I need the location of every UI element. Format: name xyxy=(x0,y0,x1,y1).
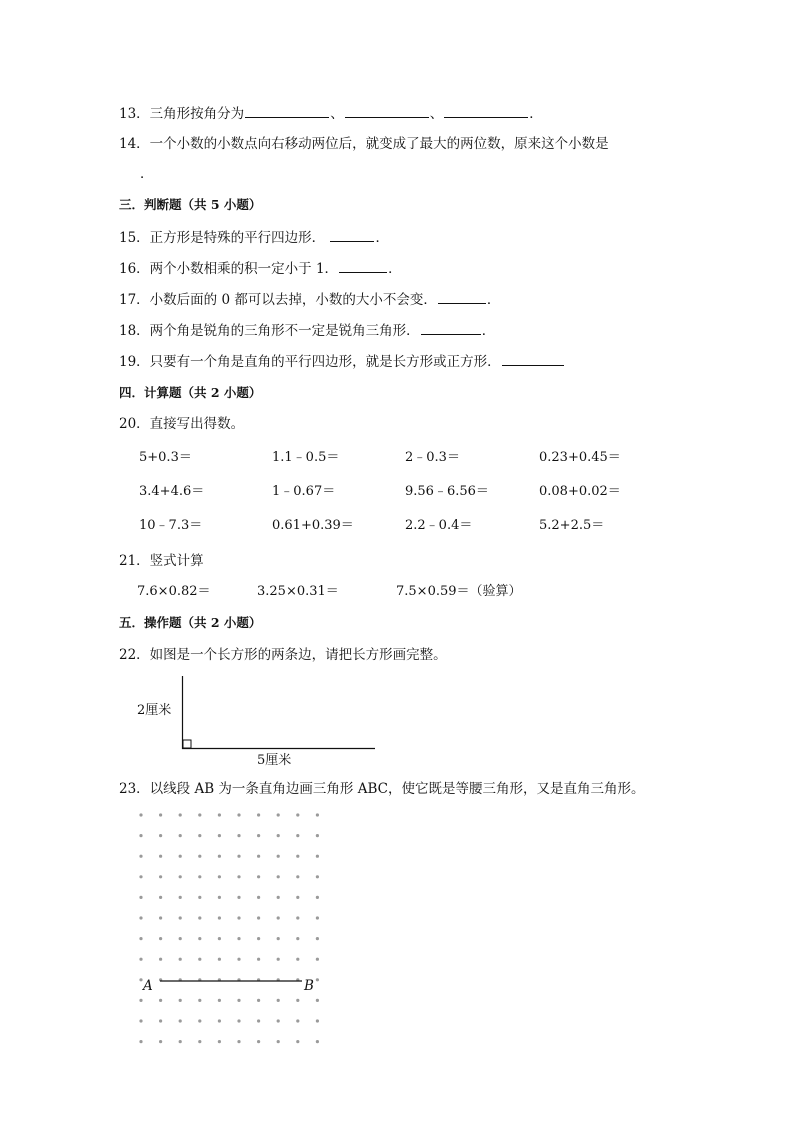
question-21-text: 21．竖式计算 xyxy=(119,553,204,569)
grid-dot xyxy=(139,999,142,1002)
end-mark: ． xyxy=(486,292,501,308)
question-14-text: 14．一个小数的小数点向右移动两位后，就变成了最大的两位数，原来这个小数是 xyxy=(119,136,609,152)
grid-dot xyxy=(179,958,182,961)
grid-dot xyxy=(159,875,162,878)
calc-item: 9.56﹣6.56＝ xyxy=(405,484,489,499)
grid-dot xyxy=(198,916,201,919)
section-3-heading: 三．判断题（共 5 小题） xyxy=(119,197,262,212)
question-15-text: 15．正方形是特殊的平行四边形． xyxy=(119,230,326,246)
grid-dot xyxy=(218,1040,221,1043)
grid-dot xyxy=(198,834,201,837)
grid-dot xyxy=(218,999,221,1002)
grid-dot xyxy=(218,813,221,816)
grid-dot xyxy=(277,937,280,940)
question-13-text: 13．三角形按角分为 xyxy=(119,106,245,122)
grid-dot xyxy=(277,916,280,919)
grid-dot xyxy=(218,855,221,858)
grid-dot xyxy=(277,1040,280,1043)
grid-dot xyxy=(257,834,260,837)
grid-dot xyxy=(198,1019,201,1022)
label-2cm: 2厘米 xyxy=(137,703,172,718)
grid-dot xyxy=(159,916,162,919)
grid-dot xyxy=(296,875,299,878)
grid-dot xyxy=(237,813,240,816)
grid-dot xyxy=(237,875,240,878)
grid-dot xyxy=(316,958,319,961)
grid-dot xyxy=(237,1019,240,1022)
grid-dot xyxy=(257,1040,260,1043)
grid-dot xyxy=(159,834,162,837)
grid-dot xyxy=(316,834,319,837)
grid-dot xyxy=(277,958,280,961)
label-5cm: 5厘米 xyxy=(257,753,292,768)
section-5-heading: 五．操作题（共 2 小题） xyxy=(119,615,262,630)
question-16-text: 16．两个小数相乘的积一定小于 1． xyxy=(119,261,339,277)
point-a-label: A xyxy=(143,978,153,994)
grid-dot xyxy=(296,1019,299,1022)
calc-item: 2﹣0.3＝ xyxy=(405,450,460,465)
question-17-text: 17．小数后面的 0 都可以去掉，小数的大小不会变． xyxy=(119,292,437,308)
question-19-text: 19．只要有一个角是直角的平行四边形，就是长方形或正方形． xyxy=(119,354,501,370)
grid-dot xyxy=(237,916,240,919)
grid-dot xyxy=(198,896,201,899)
grid-dot xyxy=(179,937,182,940)
grid-dot xyxy=(237,834,240,837)
grid-dot xyxy=(139,875,142,878)
grid-dot xyxy=(257,896,260,899)
grid-dot xyxy=(277,999,280,1002)
vertical-calc-item: 3.25×0.31＝ xyxy=(257,584,339,599)
vertical-calc-item: 7.5×0.59＝（验算） xyxy=(396,584,522,599)
question-18-text: 18．两个角是锐角的三角形不一定是锐角三角形． xyxy=(119,323,420,339)
grid-dot xyxy=(237,999,240,1002)
grid-dot xyxy=(277,1019,280,1022)
grid-dot xyxy=(218,1019,221,1022)
grid-dot xyxy=(139,1040,142,1043)
grid-dot xyxy=(179,813,182,816)
grid-dot xyxy=(218,834,221,837)
grid-dot xyxy=(257,958,260,961)
grid-dot xyxy=(296,916,299,919)
grid-dot xyxy=(257,916,260,919)
grid-dot xyxy=(237,937,240,940)
grid-dot xyxy=(139,813,142,816)
grid-dot xyxy=(277,896,280,899)
grid-dot xyxy=(296,834,299,837)
question-20-text: 20．直接写出得数。 xyxy=(119,416,245,432)
grid-dot xyxy=(296,896,299,899)
grid-dot xyxy=(139,834,142,837)
grid-dot xyxy=(257,813,260,816)
point-b-label: B xyxy=(304,978,314,994)
grid-dot xyxy=(218,958,221,961)
separator: 、 xyxy=(429,106,444,122)
grid-dot xyxy=(296,958,299,961)
dot-grid xyxy=(139,813,319,1043)
grid-dot xyxy=(218,896,221,899)
grid-dot xyxy=(296,937,299,940)
grid-dot xyxy=(237,896,240,899)
grid-dot xyxy=(159,958,162,961)
grid-dot xyxy=(296,813,299,816)
grid-dot xyxy=(179,896,182,899)
calc-item: 0.23+0.45＝ xyxy=(539,450,621,465)
grid-dot xyxy=(159,1040,162,1043)
grid-dot xyxy=(316,896,319,899)
grid-dot xyxy=(179,875,182,878)
grid-dot xyxy=(179,999,182,1002)
grid-dot xyxy=(277,834,280,837)
grid-dot xyxy=(139,916,142,919)
grid-dot xyxy=(198,875,201,878)
grid-dot xyxy=(179,855,182,858)
question-22-text: 22．如图是一个长方形的两条边，请把长方形画完整。 xyxy=(119,647,447,663)
calc-item: 0.08+0.02＝ xyxy=(539,484,621,499)
grid-dot xyxy=(316,1019,319,1022)
grid-dot xyxy=(316,1040,319,1043)
grid-dot xyxy=(257,855,260,858)
grid-dot xyxy=(139,896,142,899)
grid-dot xyxy=(139,937,142,940)
end-mark: ． xyxy=(388,261,402,277)
end-mark: ． xyxy=(140,166,154,182)
question-23-text: 23．以线段 AB 为一条直角边画三角形 ABC，使它既是等腰三角形，又是直角三角形。 xyxy=(119,781,645,797)
grid-dot xyxy=(237,958,240,961)
calc-item: 10﹣7.3＝ xyxy=(139,518,203,533)
grid-dot xyxy=(257,999,260,1002)
grid-dot xyxy=(198,813,201,816)
grid-dot xyxy=(316,875,319,878)
grid-dot xyxy=(218,937,221,940)
grid-dot xyxy=(218,916,221,919)
grid-dot xyxy=(198,1040,201,1043)
grid-dot xyxy=(198,958,201,961)
grid-dot xyxy=(179,1019,182,1022)
grid-dot xyxy=(179,916,182,919)
calc-item: 1.1﹣0.5＝ xyxy=(272,450,340,465)
calc-item: 2.2﹣0.4＝ xyxy=(405,518,473,533)
grid-dot xyxy=(139,855,142,858)
grid-dot xyxy=(316,999,319,1002)
section-4-heading: 四．计算题（共 2 小题） xyxy=(119,385,262,400)
grid-dot xyxy=(159,855,162,858)
calc-item: 0.61+0.39＝ xyxy=(272,518,354,533)
grid-dot xyxy=(257,937,260,940)
grid-dot xyxy=(296,855,299,858)
grid-dot xyxy=(159,937,162,940)
grid-dot xyxy=(277,855,280,858)
grid-dot xyxy=(316,916,319,919)
grid-dot xyxy=(159,813,162,816)
grid-dot xyxy=(159,1019,162,1022)
grid-dot xyxy=(296,999,299,1002)
grid-dot xyxy=(179,1040,182,1043)
grid-dot xyxy=(198,999,201,1002)
grid-dot xyxy=(316,978,319,981)
calc-item: 5+0.3＝ xyxy=(139,450,192,465)
separator: 、 xyxy=(330,106,344,122)
grid-dot xyxy=(257,875,260,878)
rectangle-two-sides-figure xyxy=(182,676,375,749)
grid-dot xyxy=(257,1019,260,1022)
calc-item: 1﹣0.67＝ xyxy=(272,484,336,499)
grid-dot xyxy=(218,875,221,878)
grid-dot xyxy=(198,855,201,858)
vertical-calc-item: 7.6×0.82＝ xyxy=(137,584,211,599)
calc-item: 3.4+4.6＝ xyxy=(139,484,205,499)
grid-dot xyxy=(237,1040,240,1043)
grid-dot xyxy=(179,834,182,837)
grid-dot xyxy=(277,875,280,878)
grid-dot xyxy=(316,855,319,858)
grid-dot xyxy=(237,855,240,858)
grid-dot xyxy=(277,813,280,816)
end-mark: ． xyxy=(375,230,389,246)
end-mark: ． xyxy=(481,323,496,339)
end-mark: ． xyxy=(529,106,543,122)
grid-dot xyxy=(159,999,162,1002)
grid-dot xyxy=(139,1019,142,1022)
grid-dot xyxy=(139,958,142,961)
right-angle-mark xyxy=(183,740,191,748)
grid-dot xyxy=(159,896,162,899)
grid-dot xyxy=(316,937,319,940)
grid-dot xyxy=(296,1040,299,1043)
calc-item: 5.2+2.5＝ xyxy=(539,518,605,533)
grid-dot xyxy=(316,813,319,816)
grid-dot xyxy=(198,937,201,940)
